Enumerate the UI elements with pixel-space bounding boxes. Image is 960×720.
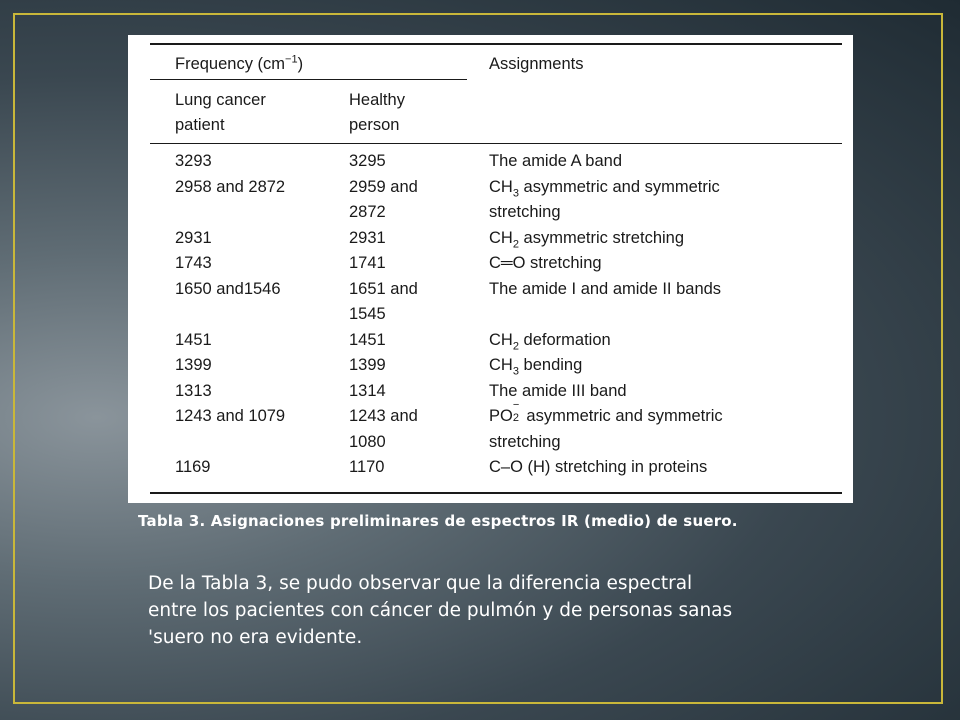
row-healthy-value: 1170 — [349, 458, 385, 476]
row-assignment: stretching — [489, 432, 561, 451]
row-healthy-value: 1243 and — [349, 407, 418, 425]
row-healthy-value: 2959 and — [349, 177, 418, 196]
row-lung-value: 1169 — [175, 458, 211, 476]
header-frequency-superscript: −1 — [285, 53, 298, 66]
chem-supsub — [512, 399, 522, 424]
table-caption: Tabla 3. Asignaciones preliminares de espectros IR (medio) de suero. — [138, 512, 738, 530]
assignment-text: asymmetric stretching — [518, 228, 685, 247]
chem-superscript: − — [512, 399, 520, 411]
row-lung-value: 1743 — [175, 254, 212, 272]
row-assignment: The amide A band — [489, 152, 623, 170]
row-healthy-value: 1451 — [349, 330, 386, 349]
paragraph-line: De la Tabla 3, se pudo observar que la diferencia espectral — [148, 573, 693, 594]
paragraph-line: 'suero no era evidente. — [148, 627, 363, 648]
row-healthy-value: 1545 — [349, 305, 386, 323]
chem-formula: PO — [489, 407, 513, 425]
row-lung-value: 1650 and1546 — [175, 279, 281, 298]
row-assignment: C–O (H) stretching in proteins — [489, 458, 708, 476]
row-assignment: The amide III band — [489, 381, 627, 400]
chem-formula: CH — [489, 228, 513, 247]
header-bottom-rule — [150, 143, 842, 144]
row-healthy-value: 1080 — [349, 432, 386, 451]
header-lung-line2: patient — [175, 116, 225, 134]
row-healthy-value: 1651 and — [349, 279, 418, 298]
row-lung-value: 1451 — [175, 330, 212, 349]
row-lung-value: 2958 and 2872 — [175, 177, 286, 196]
header-frequency — [175, 52, 303, 77]
row-assignment — [489, 226, 684, 252]
row-lung-value: 2931 — [175, 228, 212, 247]
spectra-table — [128, 35, 853, 503]
header-assignments: Assignments — [489, 55, 584, 73]
row-healthy-value: 2931 — [349, 228, 386, 247]
header-healthy-line2: person — [349, 116, 400, 134]
header-healthy-line1: Healthy — [349, 91, 405, 109]
chem-subscript: 2 — [512, 412, 519, 424]
chem-formula: CH — [489, 330, 513, 349]
row-assignment — [489, 175, 720, 201]
assignment-text: deformation — [518, 330, 611, 349]
table-bottom-rule — [150, 492, 842, 494]
row-healthy-value: 1399 — [349, 356, 386, 374]
row-lung-value: 1243 and 1079 — [175, 407, 286, 425]
row-healthy-value: 1314 — [349, 381, 386, 400]
header-frequency-close: ) — [297, 55, 304, 73]
frequency-underline — [150, 79, 467, 80]
row-assignment: The amide I and amide II bands — [489, 279, 722, 298]
row-assignment — [489, 328, 611, 354]
chem-subscript: 2 — [512, 237, 519, 250]
header-frequency-text: Frequency (cm — [175, 55, 286, 73]
chem-subscript: 3 — [512, 365, 519, 378]
chem-subscript: 3 — [512, 186, 519, 199]
row-healthy-value: 3295 — [349, 152, 386, 170]
row-healthy-value: 1741 — [349, 254, 386, 272]
row-assignment: C═O stretching — [489, 254, 602, 272]
paragraph-line: entre los pacientes con cáncer de pulmón y de personas sanas — [148, 600, 733, 621]
assignment-text: asymmetric and symmetric — [518, 177, 720, 196]
row-lung-value: 3293 — [175, 152, 212, 170]
row-assignment — [489, 399, 723, 430]
row-lung-value: 1313 — [175, 381, 212, 400]
chem-formula: CH — [489, 177, 513, 196]
assignment-text: bending — [518, 356, 583, 374]
table-top-rule — [150, 43, 842, 45]
row-healthy-value: 2872 — [349, 203, 386, 221]
row-lung-value: 1399 — [175, 356, 212, 374]
chem-formula: CH — [489, 356, 513, 374]
row-assignment: stretching — [489, 203, 561, 221]
row-assignment — [489, 353, 582, 379]
chem-subscript: 2 — [512, 339, 519, 352]
assignment-text: asymmetric and symmetric — [521, 407, 723, 425]
header-lung-line1: Lung cancer — [175, 91, 266, 109]
body-paragraph — [148, 570, 848, 651]
